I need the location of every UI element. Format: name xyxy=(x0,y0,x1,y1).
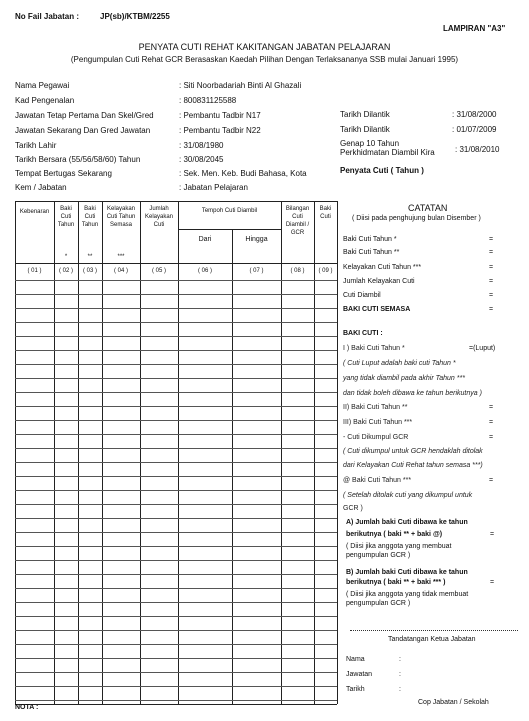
employee-field-value: : 31/08/1980 xyxy=(179,141,224,150)
penyata-label: Penyata Cuti ( Tahun ) xyxy=(340,166,424,175)
employee-field-label: Kem / Jabatan xyxy=(15,183,67,192)
sig-jawatan-colon: : xyxy=(399,671,401,678)
table-hline xyxy=(178,229,281,230)
employee-field-value: : 30/08/2045 xyxy=(179,155,224,164)
cop-label: Cop Jabatan / Sekolah xyxy=(418,699,489,706)
employee-field-label: Nama Pegawai xyxy=(15,81,70,90)
column-number: ( 02 ) xyxy=(58,268,73,274)
catatan-row-label: Jumlah Kelayakan Cuti xyxy=(343,278,415,285)
employee-field-label: Jawatan Sekarang Dan Gred Jawatan xyxy=(15,126,151,135)
employee-field-label: Kad Pengenalan xyxy=(15,96,75,105)
baki-row-eq: = xyxy=(489,419,494,426)
date-value-3: : 31/08/2010 xyxy=(455,145,500,154)
table-row xyxy=(15,504,337,505)
table-row xyxy=(15,700,337,701)
baki-row-text: III) Baki Cuti Tahun *** xyxy=(343,419,413,426)
table-row xyxy=(15,630,337,631)
lampiran-label: LAMPIRAN "A3" xyxy=(443,24,506,33)
date-label-3: Genap 10 Tahun xyxy=(340,139,400,148)
table-vline xyxy=(78,201,79,704)
table-vline xyxy=(281,201,282,704)
employee-field-label: Tarikh Lahir xyxy=(15,141,57,150)
table-row xyxy=(15,280,337,281)
catatan-row-eq: = xyxy=(489,236,494,243)
catatan-row-label: BAKI CUTI SEMASA xyxy=(343,306,411,313)
catatan-row-eq: = xyxy=(489,306,494,313)
baki-cuti-title: BAKI CUTI : xyxy=(343,330,383,337)
catatan-row-label: Baki Cuti Tahun * xyxy=(343,236,397,243)
catatan-row-label: Kelayakan Cuti Tahun *** xyxy=(343,264,422,271)
employee-field-value: : Pembantu Tadbir N22 xyxy=(179,126,261,135)
table-row xyxy=(15,420,337,421)
table-hline xyxy=(15,201,337,202)
baki-row-text: GCR ) xyxy=(343,505,363,512)
section-b-note2: pengumpulan GCR ) xyxy=(346,600,411,607)
baki-row-text: ( Cuti dikumpul untuk GCR hendaklah ditolak xyxy=(343,448,483,455)
signature-line xyxy=(350,630,518,631)
table-row xyxy=(15,462,337,463)
baki-row-eq: = xyxy=(489,434,494,441)
table-row xyxy=(15,644,337,645)
table-row xyxy=(15,616,337,617)
table-row xyxy=(15,308,337,309)
table-vline xyxy=(54,201,55,704)
catatan-row-eq: = xyxy=(489,292,494,299)
section-b-note1: ( Diisi jika anggota yang tidak membuat xyxy=(346,591,469,598)
column-number: ( 06 ) xyxy=(197,268,212,274)
baki-row-eq: = xyxy=(489,404,494,411)
column-mark: *** xyxy=(117,254,125,260)
table-row xyxy=(15,434,337,435)
section-a-note1: ( Diisi jika anggota yang membuat xyxy=(346,543,452,550)
section-a-eq: = xyxy=(490,531,495,538)
table-row xyxy=(15,448,337,449)
baki-row-text: yang tidak diambil pada akhir Tahun *** xyxy=(343,375,465,382)
baki-row-text: ( Setelah ditolak cuti yang dikumpul untuk xyxy=(343,492,473,499)
employee-field-value: : 800831125588 xyxy=(179,96,237,105)
table-row xyxy=(15,658,337,659)
employee-field-label: Jawatan Tetap Pertama Dan Skel/Gred xyxy=(15,111,154,120)
table-hline xyxy=(15,704,337,705)
sig-nama-label: Nama xyxy=(346,656,365,663)
table-vline xyxy=(102,201,103,704)
date-label-2: Tarikh Dilantik xyxy=(340,125,390,134)
page-title: PENYATA CUTI REHAT KAKITANGAN JABATAN PELAJARAN xyxy=(138,42,391,52)
column-mark: * xyxy=(64,254,68,260)
section-a-line1: A) Jumlah baki Cuti dibawa ke tahun xyxy=(346,519,468,526)
column-number: ( 09 ) xyxy=(318,268,333,274)
column-number: ( 03 ) xyxy=(82,268,97,274)
column-mark: ** xyxy=(87,254,93,260)
table-row xyxy=(15,546,337,547)
sig-tarikh-label: Tarikh xyxy=(346,686,365,693)
employee-field-label: Tarikh Bersara (55/56/58/60) Tahun xyxy=(15,155,141,164)
column-number: ( 07 ) xyxy=(249,268,264,274)
table-row xyxy=(15,364,337,365)
section-b-line2: berikutnya ( baki ** + baki *** ) xyxy=(346,579,446,586)
table-row xyxy=(15,378,337,379)
catatan-row-eq: = xyxy=(489,264,494,271)
table-vline xyxy=(314,201,315,704)
baki-row-text: dan tidak boleh dibawa ke tahun berikutnya ) xyxy=(343,390,482,397)
table-row xyxy=(15,336,337,337)
date-label-1: Tarikh Dilantik xyxy=(340,110,390,119)
date-value-1: : 31/08/2000 xyxy=(452,110,497,119)
page-subtitle: (Pengumpulan Cuti Rehat GCR Berasaskan Kaedah Pilihan Dengan Terlaksananya SSB mulai Januari 1995) xyxy=(70,55,459,64)
column-header: Kelayakan Cuti Tahun Semasa xyxy=(106,206,136,228)
table-hline xyxy=(15,263,337,264)
table-row xyxy=(15,322,337,323)
catatan-row-eq: = xyxy=(489,278,494,285)
table-row xyxy=(15,602,337,603)
sig-nama-colon: : xyxy=(399,656,401,663)
table-row xyxy=(15,532,337,533)
table-row xyxy=(15,588,337,589)
table-vline xyxy=(15,201,16,704)
table-vline xyxy=(178,201,179,704)
section-b-line1: B) Jumlah baki Cuti dibawa ke tahun xyxy=(346,569,468,576)
table-vline xyxy=(140,201,141,704)
section-a-line2: berikutnya ( baki ** + baki @) xyxy=(346,531,443,538)
column-header-hingga: Hingga xyxy=(245,236,268,243)
file-number: JP(sb)/KTBM/2255 xyxy=(100,12,170,21)
column-number: ( 04 ) xyxy=(113,268,128,274)
signature-title: Tandatangan Ketua Jabatan xyxy=(388,636,476,643)
baki-row-text: - Cuti Dikumpul GCR xyxy=(343,434,409,441)
column-header: Kebenaran xyxy=(19,209,50,215)
table-row xyxy=(15,686,337,687)
column-number: ( 05 ) xyxy=(151,268,166,274)
table-vline xyxy=(232,201,233,704)
baki-row-eq: = xyxy=(489,477,494,484)
baki-row-eq: =(Luput) xyxy=(469,345,496,352)
catatan-row-eq: = xyxy=(489,249,494,256)
table-row xyxy=(15,672,337,673)
section-b-eq: = xyxy=(490,579,495,586)
table-row xyxy=(15,476,337,477)
catatan-row-label: Cuti Diambil xyxy=(343,292,381,299)
employee-field-label: Tempat Bertugas Sekarang xyxy=(15,169,112,178)
column-number: ( 01 ) xyxy=(27,268,42,274)
employee-field-value: : Pembantu Tadbir N17 xyxy=(179,111,261,120)
column-header-dari: Dari xyxy=(198,236,212,243)
baki-row-text: ( Cuti Luput adalah baki cuti Tahun * xyxy=(343,360,456,367)
employee-field-value: : Siti Noorbadariah Binti Al Ghazali xyxy=(179,81,302,90)
file-number-label: No Fail Jabatan : xyxy=(15,12,80,21)
table-row xyxy=(15,574,337,575)
column-header: Bilangan Cuti Diambil / GCR xyxy=(285,206,310,236)
column-header: Baki Cuti Tahun xyxy=(81,206,99,228)
catatan-subtitle: ( Diisi pada penghujung bulan Disember ) xyxy=(352,215,481,222)
column-header: Jumlah Kelayakan Cuti xyxy=(144,206,174,228)
section-a-note2: pengumpulan GCR ) xyxy=(346,552,411,559)
catatan-row-label: Baki Cuti Tahun ** xyxy=(343,249,400,256)
group-header: Tempoh Cuti Diambil xyxy=(201,208,258,214)
table-row xyxy=(15,560,337,561)
sig-jawatan-label: Jawatan xyxy=(346,671,373,678)
employee-field-value: : Sek. Men. Keb. Budi Bahasa, Kota xyxy=(179,169,307,178)
column-header: Baki Cuti Tahun xyxy=(57,206,75,228)
table-row xyxy=(15,490,337,491)
baki-row-text: @ Baki Cuti Tahun *** xyxy=(343,477,412,484)
table-row xyxy=(15,350,337,351)
column-header: Baki Cuti xyxy=(319,206,332,220)
baki-row-text: I ) Baki Cuti Tahun * xyxy=(343,345,405,352)
nota-label: NOTA : xyxy=(15,704,39,711)
baki-row-text: dari Kelayakan Cuti Rehat tahun semasa ***) xyxy=(343,462,483,469)
employee-field-value: : Jabatan Pelajaran xyxy=(179,183,248,192)
catatan-title: CATATAN xyxy=(408,203,448,213)
table-row xyxy=(15,518,337,519)
table-row xyxy=(15,392,337,393)
table-row xyxy=(15,294,337,295)
baki-row-text: II) Baki Cuti Tahun ** xyxy=(343,404,408,411)
table-row xyxy=(15,406,337,407)
column-number: ( 08 ) xyxy=(290,268,305,274)
date-value-2: : 01/07/2009 xyxy=(452,125,497,134)
date-label-3b: Perkhidmatan Diambil Kira xyxy=(340,148,435,157)
table-vline xyxy=(337,201,338,704)
sig-tarikh-colon: : xyxy=(399,686,401,693)
